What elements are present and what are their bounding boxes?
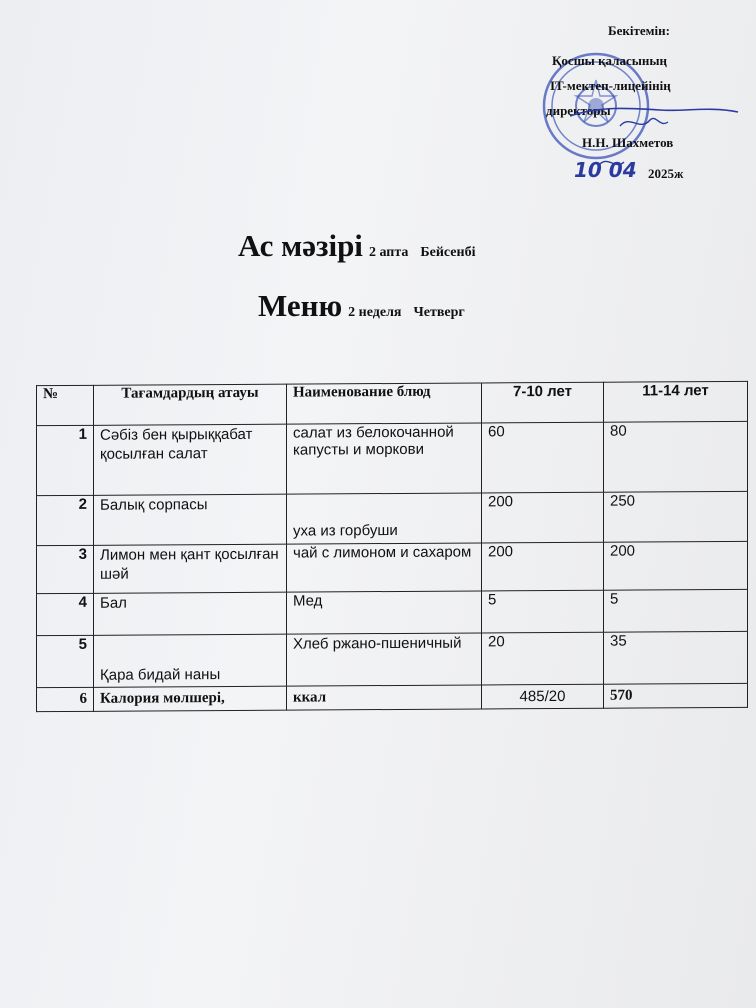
- heading-kz-day: Бейсенбі: [420, 245, 476, 260]
- row-kz: Лимон мен қант қосылған шәй: [94, 544, 287, 593]
- header-age-11-14: 11-14 лет: [604, 381, 748, 422]
- heading-kz: [238, 228, 475, 264]
- total-value-7-10: 485/20: [482, 684, 604, 709]
- row-value-11-14: 200: [604, 541, 748, 590]
- total-row: [37, 683, 748, 711]
- approval-title: Бекітемін:: [608, 23, 670, 38]
- header-kz: Тағамдардың атауы: [94, 384, 287, 425]
- row-num: 1: [37, 425, 94, 495]
- approval-line-2: IT-мектеп-лицейінің: [550, 78, 671, 93]
- row-kz: Балық сорпасы: [94, 494, 287, 545]
- table-header-row: [37, 381, 748, 425]
- row-value-7-10: 200: [482, 542, 604, 591]
- row-ru: Хлеб ржано-пшеничный: [287, 633, 482, 686]
- row-value-11-14: 80: [604, 421, 748, 492]
- header-ru: Наименование блюд: [287, 383, 482, 424]
- heading-ru-main: Меню: [258, 288, 343, 323]
- heading-kz-main: Ас мәзірі: [238, 228, 363, 263]
- row-ru: Мед: [287, 591, 482, 634]
- director-name: Н.Н. Шахметов: [582, 135, 674, 150]
- row-value-11-14: 250: [604, 491, 748, 542]
- total-value-11-14: 570: [604, 683, 748, 708]
- table-row: [37, 589, 748, 635]
- heading-ru-week: 2 неделя: [348, 305, 402, 320]
- row-value-11-14: 35: [604, 631, 748, 684]
- row-kz: Сәбіз бен қырыққабат қосылған салат: [94, 424, 287, 495]
- row-num: 5: [37, 635, 94, 687]
- total-num: 6: [37, 687, 94, 711]
- row-value-11-14: 5: [604, 589, 748, 632]
- table-row: [37, 631, 748, 687]
- approval-date-handwritten: 10 04: [574, 158, 637, 182]
- heading-kz-week: 2 апта: [368, 245, 409, 260]
- row-ru: уха из горбуши: [287, 493, 482, 544]
- row-value-7-10: 200: [482, 492, 604, 543]
- row-value-7-10: 60: [482, 422, 604, 493]
- signature-icon: [560, 86, 740, 176]
- approval-year: 2025ж: [648, 166, 684, 181]
- total-ru: ккал: [287, 685, 482, 710]
- header-num: №: [37, 385, 94, 425]
- table-row: [37, 421, 748, 495]
- approval-line-3: директоры: [546, 103, 611, 118]
- table-row: [37, 491, 748, 545]
- heading-ru-day: Четверг: [413, 305, 465, 320]
- heading-ru: [258, 288, 465, 324]
- menu-table: [36, 381, 748, 712]
- row-ru: чай с лимоном и сахаром: [287, 543, 482, 592]
- row-value-7-10: 20: [482, 632, 604, 685]
- row-value-7-10: 5: [482, 590, 604, 633]
- row-num: 4: [37, 593, 94, 635]
- approval-line-1: Қосшы қаласының: [552, 53, 668, 68]
- row-kz: Қара бидай наны: [94, 634, 287, 687]
- row-ru: салат из белокочанной капусты и моркови: [287, 423, 482, 494]
- row-num: 3: [37, 545, 94, 593]
- row-num: 2: [37, 495, 94, 545]
- total-kz: Калория мөлшері,: [94, 686, 287, 711]
- table-row: [37, 541, 748, 593]
- row-kz: Бал: [94, 592, 287, 635]
- header-age-7-10: 7-10 лет: [482, 382, 604, 423]
